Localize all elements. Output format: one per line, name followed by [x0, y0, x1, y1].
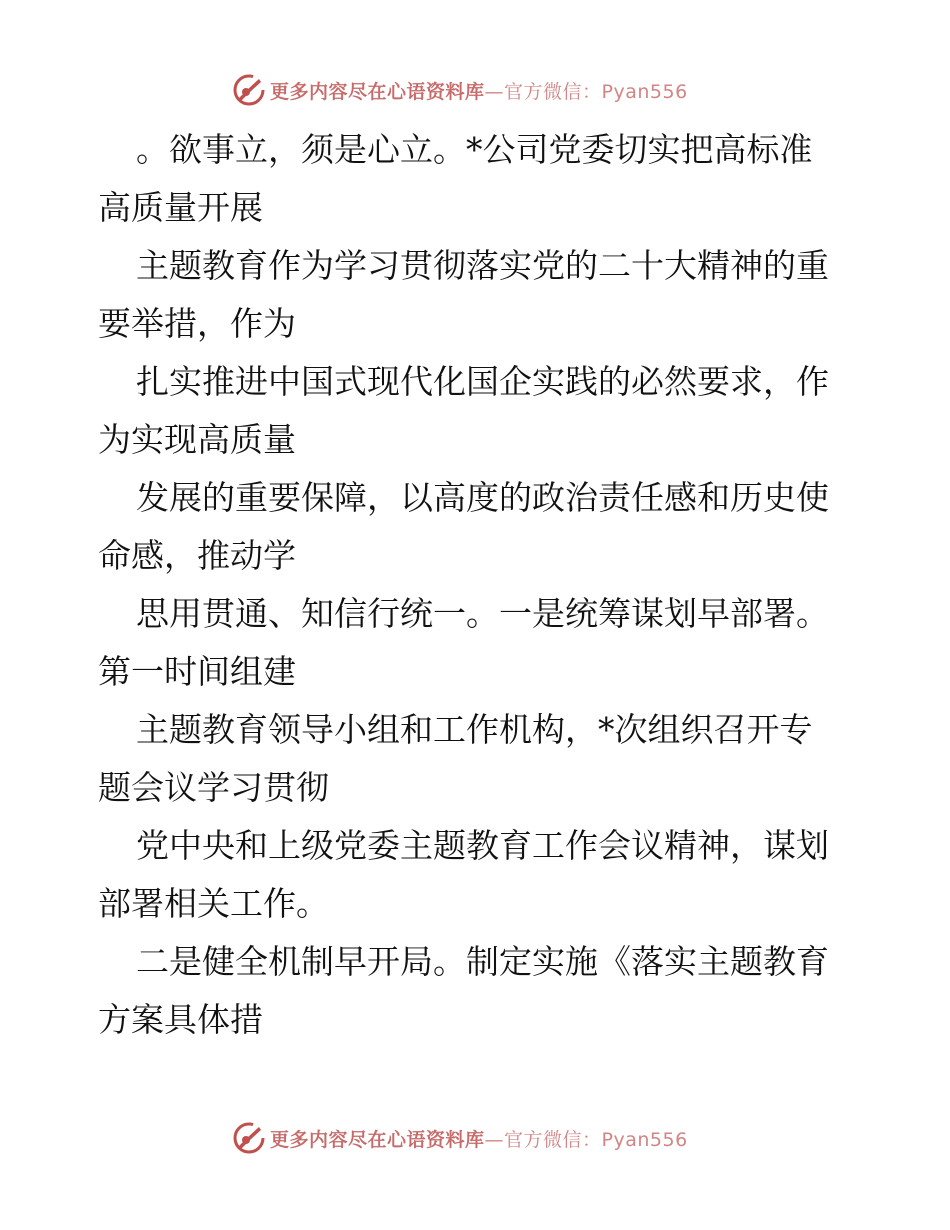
document-body: [98, 121, 858, 1049]
paragraph-4: [98, 469, 858, 585]
paragraph-line: 部署相关工作。: [98, 884, 329, 923]
footer-banner-bold: 更多内容尽在心语资料库: [270, 1128, 485, 1151]
paragraph-line: 党中央和上级党委主题教育工作会议精神，谋划: [136, 826, 829, 865]
paragraph-5: [98, 585, 858, 701]
paragraph-line: 主题教育领导小组和工作机构，*次组织召开专: [136, 710, 813, 749]
writing-hand-logo-icon: [232, 1121, 266, 1155]
footer-banner-inner: [232, 1118, 688, 1158]
header-banner-bold: 更多内容尽在心语资料库: [270, 80, 485, 103]
paragraph-line: 方案具体措: [98, 1000, 263, 1039]
paragraph-line: 高质量开展: [98, 188, 263, 227]
paragraph-line: 命感，推动学: [98, 536, 296, 575]
paragraph-line: 主题教育作为学习贯彻落实党的二十大精神的重: [136, 246, 829, 285]
footer-banner-rest: —官方微信：Pyan556: [484, 1128, 688, 1151]
writing-hand-logo-icon: [232, 73, 266, 107]
paragraph-line: 二是健全机制早开局。制定实施《落实主题教育: [136, 942, 829, 981]
paragraph-6: [98, 701, 858, 817]
paragraph-line: 为实现高质量: [98, 420, 296, 459]
header-banner-inner: [232, 70, 688, 110]
paragraph-line: 第一时间组建: [98, 652, 296, 691]
paragraph-8: [98, 933, 858, 1049]
paragraph-2: [98, 237, 858, 353]
paragraph-line: 。欲事立，须是心立。*公司党委切实把高标准: [136, 130, 813, 169]
paragraph-line: 扎实推进中国式现代化国企实践的必然要求，作: [136, 362, 829, 401]
paragraph-7: [98, 817, 858, 933]
header-banner-rest: —官方微信：Pyan556: [484, 80, 688, 103]
header-banner-text: [270, 77, 688, 104]
footer-banner: [0, 1118, 950, 1158]
footer-banner-text: [270, 1125, 688, 1152]
paragraph-line: 题会议学习贯彻: [98, 768, 329, 807]
paragraph-1: [98, 121, 858, 237]
paragraph-3: [98, 353, 858, 469]
paragraph-line: 要举措，作为: [98, 304, 296, 343]
header-banner: [0, 70, 950, 110]
paragraph-line: 发展的重要保障，以高度的政治责任感和历史使: [136, 478, 829, 517]
paragraph-line: 思用贯通、知信行统一。一是统筹谋划早部署。: [136, 594, 829, 633]
